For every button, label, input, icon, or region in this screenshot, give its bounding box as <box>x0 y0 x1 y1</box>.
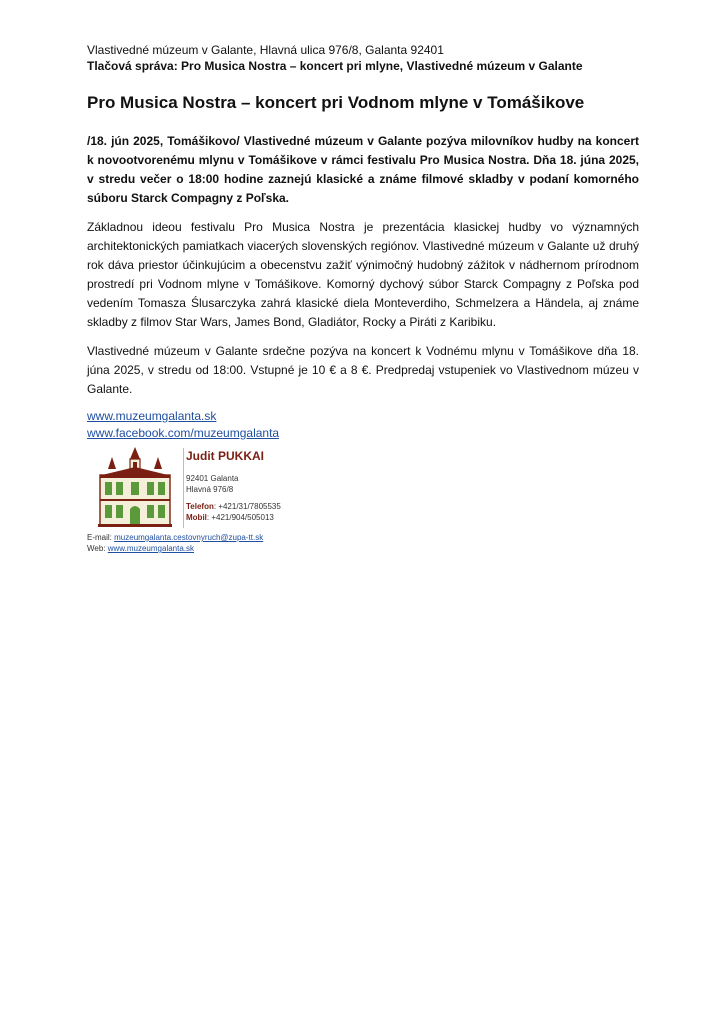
contact-web-row <box>87 543 263 554</box>
header-address: Vlastivedné múzeum v Galante, Hlavná ulica 976/8, Galanta 92401 <box>87 43 444 57</box>
article-paragraph-2: Vlastivedné múzeum v Galante srdečne pozýva na koncert k Vodnému mlynu v Tomášikove dňa 18. júna 2025, v stredu od 18:00. Vstupné je 10 € a 8 €. Predpredaj vstupeniek vo Vlastivednom múzeu v Galante. <box>87 344 639 396</box>
signature-street: Hlavná 976/8 <box>186 485 234 494</box>
signature-info <box>186 448 281 523</box>
website-link[interactable]: www.muzeumgalanta.sk <box>87 409 217 423</box>
mobile-label: Mobil <box>186 513 207 522</box>
article-title: Pro Musica Nostra – koncert pri Vodnom mlyne v Tomášikove <box>87 93 585 112</box>
facebook-link[interactable]: www.facebook.com/muzeumgalanta <box>87 426 280 440</box>
article-paragraph-1: Základnou ideou festivalu Pro Musica Nostra je prezentácia klasickej hudby vo významných architektonických pamiatkach viacerých slovenských regiónov. Vlastivedné múzeum v Galante už druhý rok dáva priestor účinkujúcim a obecenstvu zažiť výnimočný hudobný zážitok v nádhernom prírodnom prostredí pri Vodnom mlyne v Tomášikove. Komorný dychový súbor Starck Compagny z Poľska pod vedením Tomasza Ślusarczyka zahrá klasické diela Monteverdiho, Schmelzera a Händela, aj známe skladby z filmov Star Wars, James Bond, Gladiátor, Rocky a Piráti z Karibiku. <box>87 220 639 329</box>
signature-city: 92401 Galanta <box>186 474 239 483</box>
header-subject: Tlačová správa: Pro Musica Nostra – koncert pri mlyne, Vlastivedné múzeum v Galante <box>87 59 583 73</box>
signature-divider <box>183 448 184 528</box>
web-label: Web: <box>87 544 108 553</box>
email-link[interactable]: muzeumgalanta.cestovnyruch@zupa-tt.sk <box>114 533 264 542</box>
press-release <box>87 42 639 442</box>
phone-label: Telefon <box>186 502 214 511</box>
contact-email-row <box>87 532 263 543</box>
signature-mobile <box>186 512 281 523</box>
signature-name: Judit PUKKAI <box>186 449 264 463</box>
email-signature <box>94 445 394 529</box>
mobile-number: : +421/904/505013 <box>206 513 274 522</box>
web-link[interactable]: www.muzeumgalanta.sk <box>107 544 195 553</box>
museum-building-icon <box>94 445 176 529</box>
email-label: E-mail: <box>87 533 115 542</box>
contact-block <box>87 532 263 554</box>
signature-phone <box>186 501 281 512</box>
phone-number: : +421/31/7805535 <box>213 502 281 511</box>
article-lead: /18. jún 2025, Tomášikovo/ Vlastivedné múzeum v Galante pozýva milovníkov hudby na koncert k novootvorenému mlynu v Tomášikove v rámci festivalu Pro Musica Nostra. Dňa 18. júna 2025, v stredu večer o 18:00 hodine zaznejú klasické a známe filmové skladby v podaní komorného súboru Starck Compagny z Poľska. <box>87 134 639 205</box>
links-block <box>87 408 639 442</box>
